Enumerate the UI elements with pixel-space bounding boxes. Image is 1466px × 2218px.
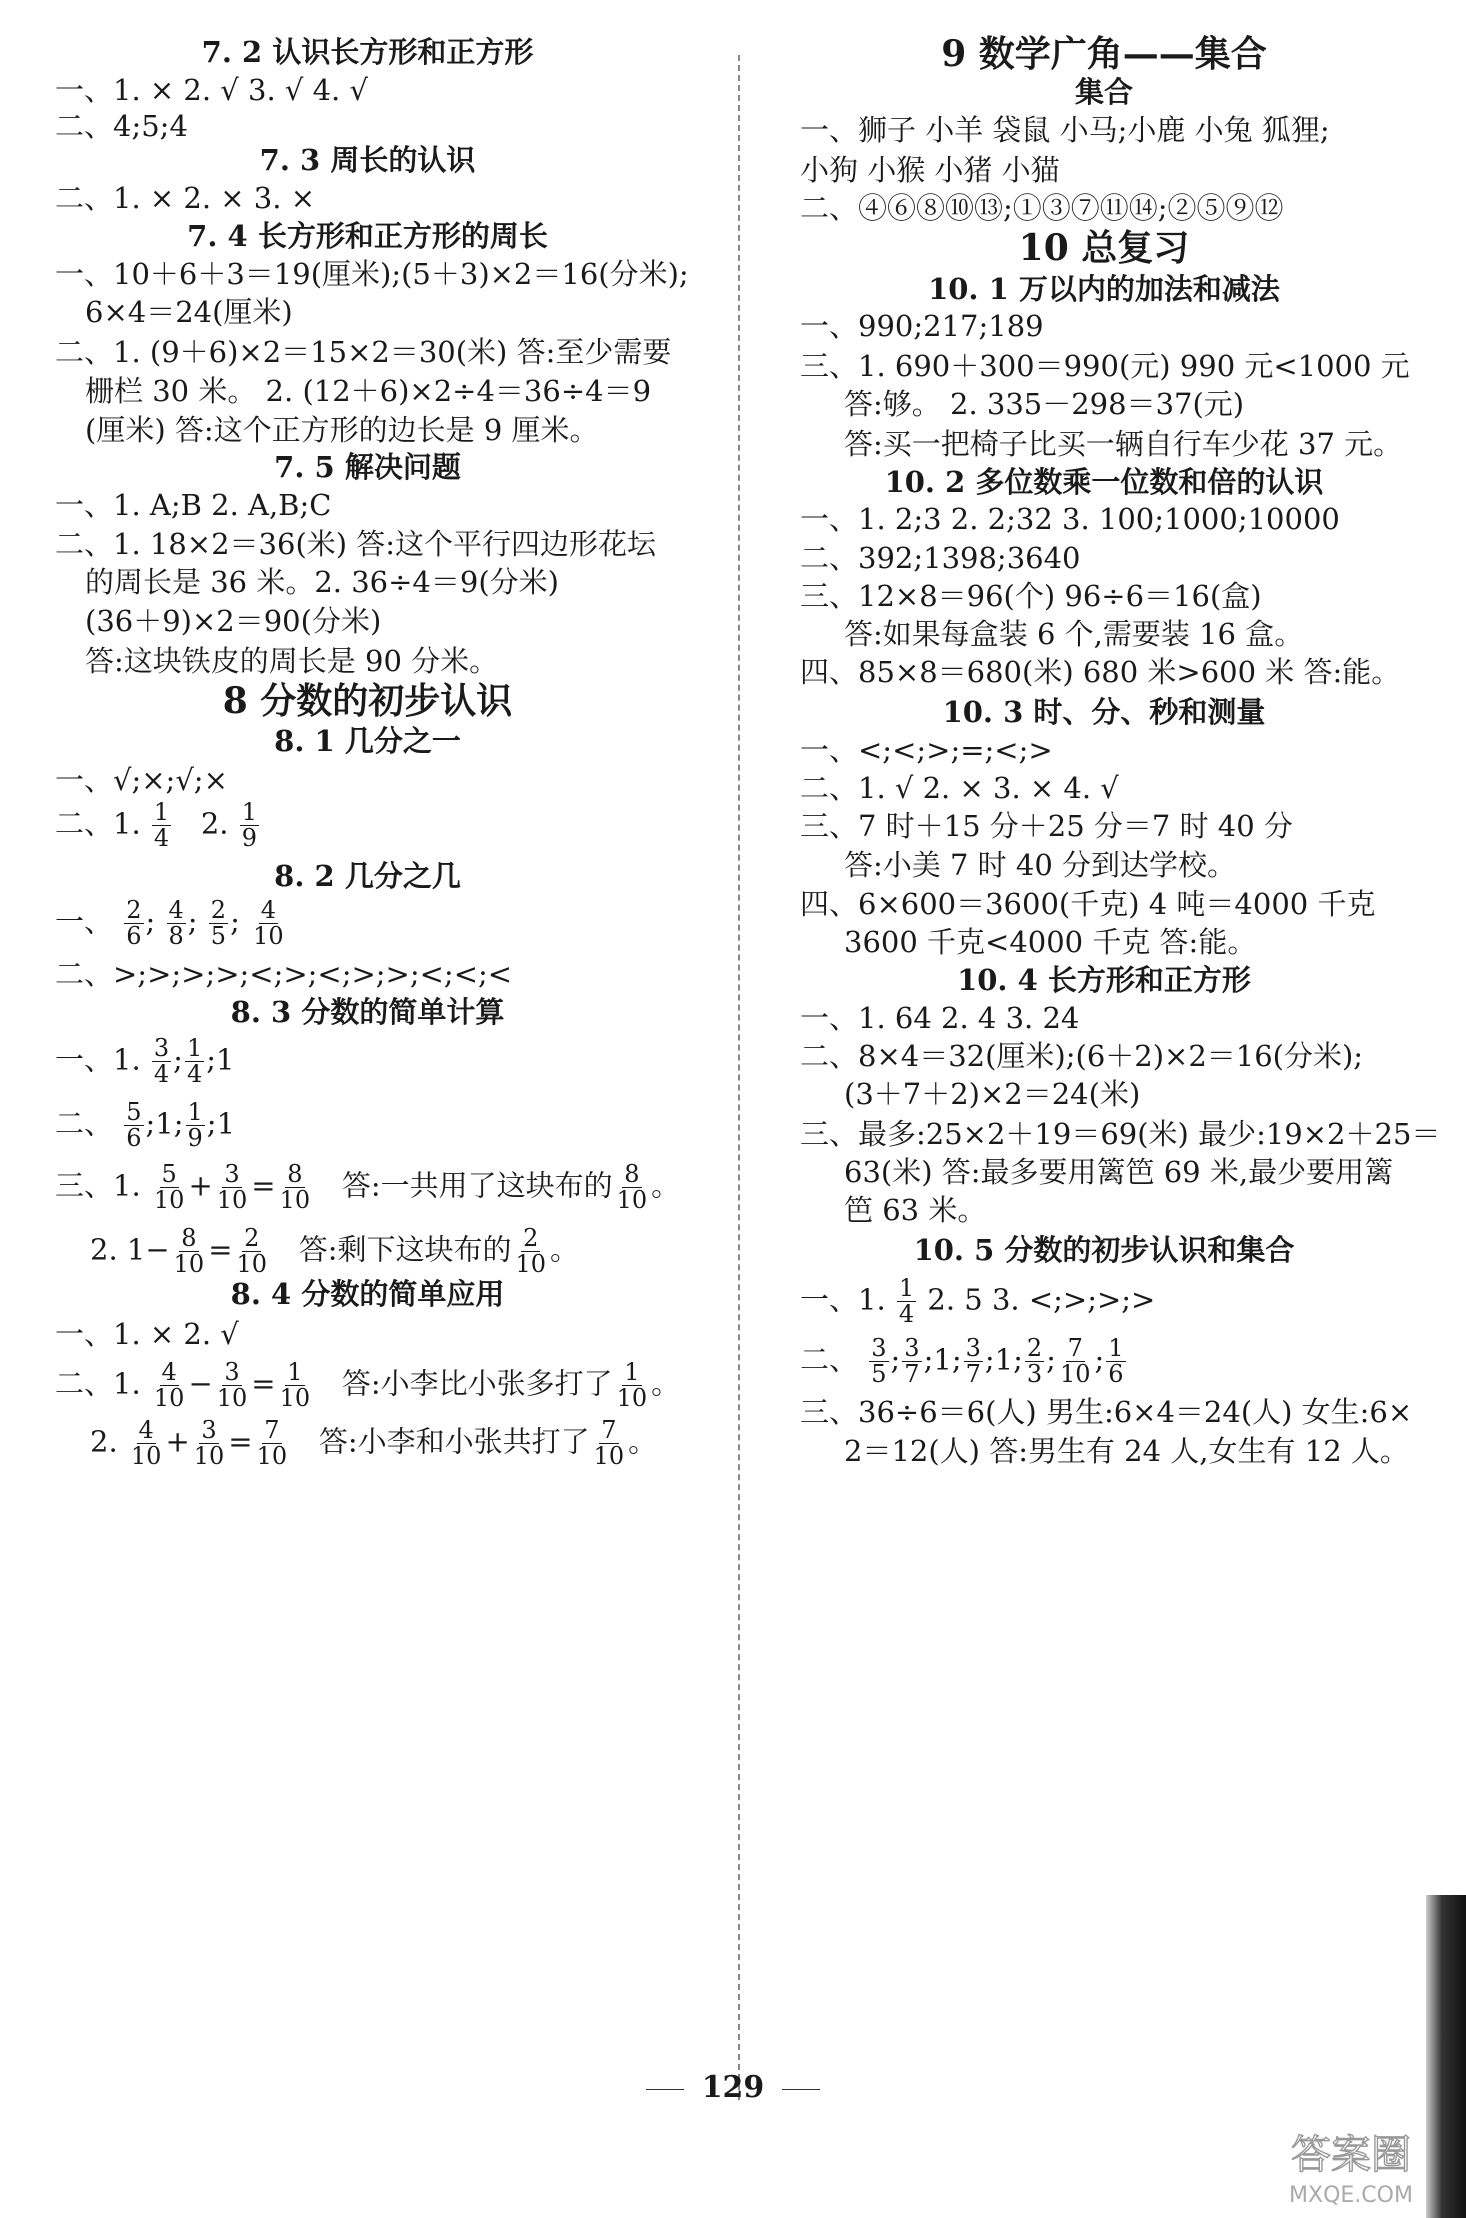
answer-line: 答:买一把椅子比买一辆自行车少花 37 元。: [844, 427, 1403, 461]
answer-line: 二、1. 18×2＝36(米) 答:这个平行四边形花坛: [55, 527, 657, 561]
section-title-8-1: 8. 1 几分之一: [274, 724, 461, 758]
answer-line: 三、7 时＋15 分＋25 分＝7 时 40 分: [800, 809, 1293, 843]
fraction: $\frac{3}{10}$: [216, 1160, 248, 1215]
answer-line: 一、1. A;B 2. A,B;C: [55, 488, 332, 522]
answer-line: 一、990;217;189: [800, 309, 1044, 343]
fraction: $\frac{4}{10}$: [253, 896, 284, 951]
answer-line: 一、1. × 2. √ 3. √ 4. √: [55, 73, 368, 107]
section-title-7-2: 7. 2 认识长方形和正方形: [201, 35, 534, 69]
answer-line: 6×4＝24(厘米): [85, 295, 293, 329]
answer-line: 四、6×600＝3600(千克) 4 吨＝4000 千克: [800, 887, 1376, 921]
fraction-answer-line: 二、 $\frac{3}{5}$ ; $\frac{3}{7}$ ;1; $\frac{3}{7}$ ;1; $\frac{2}{3}$ ; $\frac{7}{10}$ ; $\frac{1}{6}$: [800, 1334, 1124, 1389]
section-title-8-2: 8. 2 几分之几: [274, 859, 461, 893]
fraction: $\frac{3}{5}$: [871, 1334, 887, 1389]
chapter-title-10: 10 总复习: [1018, 227, 1190, 269]
fraction: $\frac{3}{7}$: [904, 1334, 920, 1389]
answer-line: 三、36÷6＝6(人) 男生:6×4＝24(人) 女生:6×: [800, 1395, 1413, 1429]
fraction: $\frac{1}{9}$: [187, 1098, 203, 1153]
fraction: $\frac{1}{4}$: [186, 1034, 203, 1089]
fraction-answer-line: 二、1. $\frac{4}{10}$ − $\frac{3}{10}$ = $\frac{1}{10}$ 答:小李比小张多打了 $\frac{1}{10}$ 。: [55, 1358, 681, 1413]
fraction: $\frac{4}{10}$: [153, 1358, 185, 1413]
section-title-10-1: 10. 1 万以内的加法和减法: [928, 272, 1280, 306]
answer-line: 答:如果每盒装 6 个,需要装 16 盒。: [844, 617, 1304, 651]
answer-line: 栅栏 30 米。 2. (12＋6)×2÷4＝36÷4＝9: [85, 374, 652, 408]
answer-line: 一、1. 64 2. 4 3. 24: [800, 1001, 1080, 1035]
fraction-answer-line: 三、1. $\frac{5}{10}$ + $\frac{3}{10}$ = $\frac{8}{10}$ 答:一共用了这块布的 $\frac{8}{10}$ 。: [55, 1160, 681, 1215]
answer-line: 二、1. √ 2. × 3. × 4. √: [800, 771, 1119, 805]
answer-line: 一、1. × 2. √: [55, 1317, 239, 1351]
answer-line: 三、1. 690＋300＝990(元) 990 元<1000 元: [800, 349, 1410, 383]
answer-line: 一、狮子 小羊 袋鼠 小马;小鹿 小兔 狐狸;: [800, 113, 1330, 147]
fraction: $\frac{8}{10}$: [279, 1160, 311, 1215]
answer-line: 二、392;1398;3640: [800, 541, 1081, 575]
fraction: $\frac{8}{10}$: [173, 1224, 205, 1279]
fraction: $\frac{3}{10}$: [193, 1416, 225, 1471]
answer-line: 一、<;<;>;=;<;>: [800, 733, 1053, 767]
fraction-answer-line: 2. 1− $\frac{8}{10}$ = $\frac{2}{10}$ 答:剩下这块布的 $\frac{2}{10}$ 。: [90, 1224, 580, 1279]
fraction-answer-line: 一、1. $\frac{1}{4}$ 2. 5 3. <;>;>;>: [800, 1274, 1156, 1329]
answer-line: (36＋9)×2＝90(分米): [85, 604, 382, 638]
answer-line: 二、1. (9＋6)×2＝15×2＝30(米) 答:至少需要: [55, 335, 672, 369]
section-title-7-4: 7. 4 长方形和正方形的周长: [187, 219, 548, 253]
answer-line: 答:够。 2. 335－298＝37(元): [844, 387, 1245, 421]
answer-line: 二、8×4＝32(厘米);(6＋2)×2＝16(分米);: [800, 1039, 1364, 1073]
chapter-title-9: 9 数学广角——集合: [941, 33, 1267, 75]
fraction-answer-line: 二、 $\frac{5}{6}$ ;1; $\frac{1}{9}$ ;1: [55, 1098, 236, 1153]
fraction: $\frac{5}{6}$: [126, 1098, 142, 1153]
fraction: $\frac{5}{10}$: [153, 1160, 185, 1215]
answer-line: 3600 千克<4000 千克 答:能。: [844, 925, 1257, 959]
answer-line: 的周长是 36 米。2. 36÷4＝9(分米): [85, 565, 559, 599]
answer-line: 四、85×8＝680(米) 680 米>600 米 答:能。: [800, 655, 1401, 689]
fraction-answer-line: 2. $\frac{4}{10}$ + $\frac{3}{10}$ = $\frac{7}{10}$ 答:小李和小张共打了 $\frac{7}{10}$ 。: [90, 1416, 658, 1471]
section-title-8-3: 8. 3 分数的简单计算: [230, 995, 505, 1029]
fraction: $\frac{1}{10}$: [279, 1358, 311, 1413]
fraction: $\frac{3}{4}$: [153, 1034, 170, 1089]
section-title-10-4: 10. 4 长方形和正方形: [957, 963, 1251, 997]
section-title-7-5: 7. 5 解决问题: [274, 450, 461, 484]
page-footer: [0, 2070, 1466, 2105]
section-title-8-4: 8. 4 分数的简单应用: [230, 1277, 505, 1311]
footer-dash: [646, 2089, 684, 2090]
fraction: $\frac{1}{9}$: [241, 798, 257, 853]
answer-line: (厘米) 答:这个正方形的边长是 9 厘米。: [85, 413, 599, 447]
fraction: $\frac{3}{10}$: [216, 1358, 248, 1413]
page-number: 129: [701, 2070, 765, 2105]
fraction: $\frac{3}{7}$: [965, 1334, 981, 1389]
fraction: $\frac{2}{5}$: [210, 896, 227, 951]
fraction: $\frac{2}{10}$: [515, 1224, 547, 1279]
section-title-10-2: 10. 2 多位数乘一位数和倍的认识: [884, 465, 1324, 499]
footer-dash: [782, 2089, 820, 2090]
answer-line: 一、10＋6＋3＝19(厘米);(5＋3)×2＝16(分米);: [55, 257, 689, 291]
fraction-answer-line: 一、1. $\frac{3}{4}$ ; $\frac{1}{4}$ ;1: [55, 1034, 235, 1089]
fraction: $\frac{4}{10}$: [130, 1416, 162, 1471]
fraction: $\frac{7}{10}$: [1059, 1334, 1091, 1389]
fraction: $\frac{1}{10}$: [616, 1358, 648, 1413]
fraction: $\frac{2}{10}$: [236, 1224, 268, 1279]
answer-line: 一、1. 2;3 2. 2;32 3. 100;1000;10000: [800, 502, 1340, 536]
answer-line: (3＋7＋2)×2＝24(米): [844, 1077, 1141, 1111]
fraction: $\frac{2}{3}$: [1026, 1334, 1043, 1389]
fraction: $\frac{1}{6}$: [1108, 1334, 1124, 1389]
fraction: $\frac{7}{10}$: [593, 1416, 625, 1471]
answer-line: 答:小美 7 时 40 分到达学校。: [844, 848, 1236, 882]
section-title-7-3: 7. 3 周长的认识: [259, 143, 476, 177]
answer-line: 小狗 小猴 小猪 小猫: [800, 153, 1060, 187]
answer-line: 答:这块铁皮的周长是 90 分米。: [85, 644, 499, 678]
watermark-text: 答案圈: [1291, 2132, 1411, 2178]
answer-line: 一、√;×;√;×: [55, 763, 228, 797]
answer-line: 三、最多:25×2＋19＝69(米) 最少:19×2＋25＝: [800, 1117, 1441, 1151]
answer-line: 二、4;5;4: [55, 109, 188, 143]
answer-line: 63(米) 答:最多要用篱笆 69 米,最少要用篱: [844, 1155, 1394, 1189]
section-title-10-5: 10. 5 分数的初步认识和集合: [913, 1233, 1295, 1267]
fraction: $\frac{8}{10}$: [616, 1160, 648, 1215]
watermark-logo: [1256, 2118, 1446, 2210]
section-title-10-3: 10. 3 时、分、秒和测量: [942, 695, 1266, 729]
answer-line: 2＝12(人) 答:男生有 24 人,女生有 12 人。: [844, 1434, 1409, 1468]
fraction-answer-line: 一、 $\frac{2}{6}$ ; $\frac{4}{8}$ ; $\frac{2}{5}$ ; $\frac{4}{10}$: [55, 896, 284, 951]
chapter-title-8: 8 分数的初步认识: [222, 680, 513, 722]
answer-line: 二、④⑥⑧⑩⑬;①③⑦⑪⑭;②⑤⑨⑫: [800, 191, 1284, 225]
answer-line: 二、1. × 2. × 3. ×: [55, 181, 315, 215]
watermark-url: MXQE.COM: [1289, 2183, 1413, 2208]
answer-line: 三、12×8＝96(个) 96÷6＝16(盒): [800, 579, 1262, 613]
fraction: $\frac{1}{4}$: [153, 798, 170, 853]
answer-line: 二、>;>;>;>;<;>;<;>;>;<;<;<: [55, 957, 513, 991]
fraction-answer-line: 二、1. $\frac{1}{4}$ 2. $\frac{1}{9}$: [55, 798, 257, 853]
section-title-set: 集合: [1074, 75, 1133, 109]
fraction: $\frac{7}{10}$: [256, 1416, 288, 1471]
column-divider: [738, 55, 740, 2100]
answer-line: 笆 63 米。: [844, 1193, 987, 1227]
fraction: $\frac{2}{6}$: [126, 896, 142, 951]
fraction: $\frac{4}{8}$: [168, 896, 184, 951]
fraction: $\frac{1}{4}$: [898, 1274, 915, 1329]
